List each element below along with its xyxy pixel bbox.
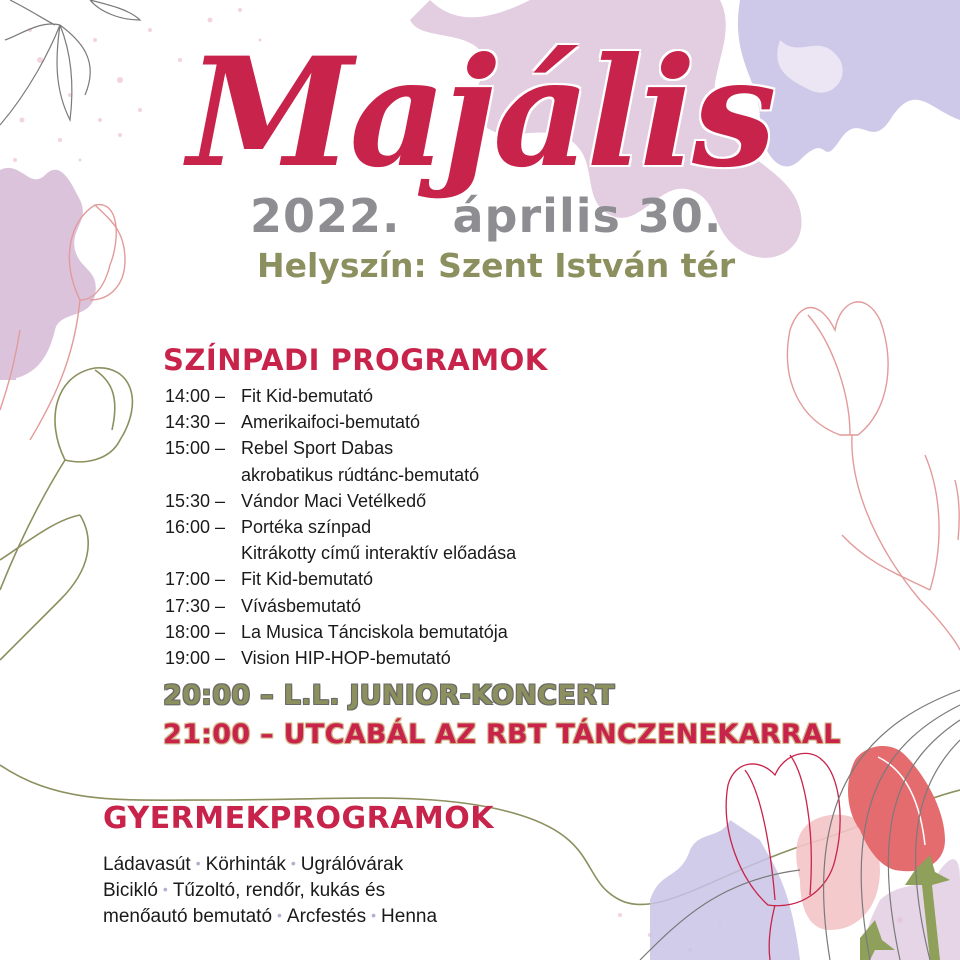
program-row-continuation: akrobatikus rúdtánc-bemutató: [241, 464, 480, 485]
bullet-separator: •: [162, 881, 168, 897]
program-row: 17:00 – Fit Kid-bemutató: [165, 569, 374, 590]
event-venue: Helyszín: Szent István tér: [257, 246, 736, 285]
program-row: 14:00 – Fit Kid-bemutató: [165, 386, 374, 406]
program-row: 15:30 – Vándor Maci Vetélkedő: [165, 490, 427, 511]
event-day: április 30.: [452, 189, 723, 243]
kids-line: Ládavasút • Körhinták • Ugrálóvárak: [103, 854, 404, 875]
event-date: [250, 186, 790, 246]
program-row: 16:00 – Portéka színpad: [165, 516, 372, 537]
bullet-separator: •: [290, 855, 296, 871]
kids-line: Bicikló • Tűzoltó, rendőr, kukás és: [103, 880, 386, 901]
event-year: 2022.: [250, 189, 401, 243]
program-row: 18:00 – La Musica Tánciskola bemutatója: [165, 621, 508, 642]
program-row-continuation: Kitrákotty című interaktív előadása: [241, 543, 517, 564]
gray-leaf-lineart: [0, 0, 140, 125]
bullet-separator: •: [371, 907, 377, 923]
olive-tulip-lineart-left: [0, 368, 132, 660]
kids-line: menőautó bemutató • Arcfestés • Henna: [103, 906, 438, 927]
poster-title: Majális: [187, 25, 773, 201]
bullet-separator: •: [195, 855, 201, 871]
program-row: 17:30 – Vívásbemutató: [165, 595, 362, 616]
lavender-brush-bottom: [650, 820, 800, 960]
stage-programs-heading: SZÍNPADI PROGRAMOK: [163, 343, 548, 377]
program-row: 19:00 – Vision HIP-HOP-bemutató: [165, 647, 451, 668]
kids-program-list: [103, 852, 437, 930]
bullet-separator: •: [277, 907, 282, 923]
kids-programs-heading: GYERMEKPROGRAMOK: [103, 801, 495, 836]
program-row: 15:00 – Rebel Sport Dabas: [165, 438, 394, 459]
stage-program-list: [165, 383, 516, 671]
highlight-concert: 20:00 – L.L. JUNIOR-KONCERT: [163, 680, 615, 711]
program-row: 14:30 – Amerikaifoci-bemutató: [165, 412, 421, 433]
highlight-street-ball: 21:00 – UTCABÁL AZ RBT TÁNCZENEKARRAL: [163, 719, 841, 750]
pink-tulip-lineart-right: [787, 302, 960, 650]
